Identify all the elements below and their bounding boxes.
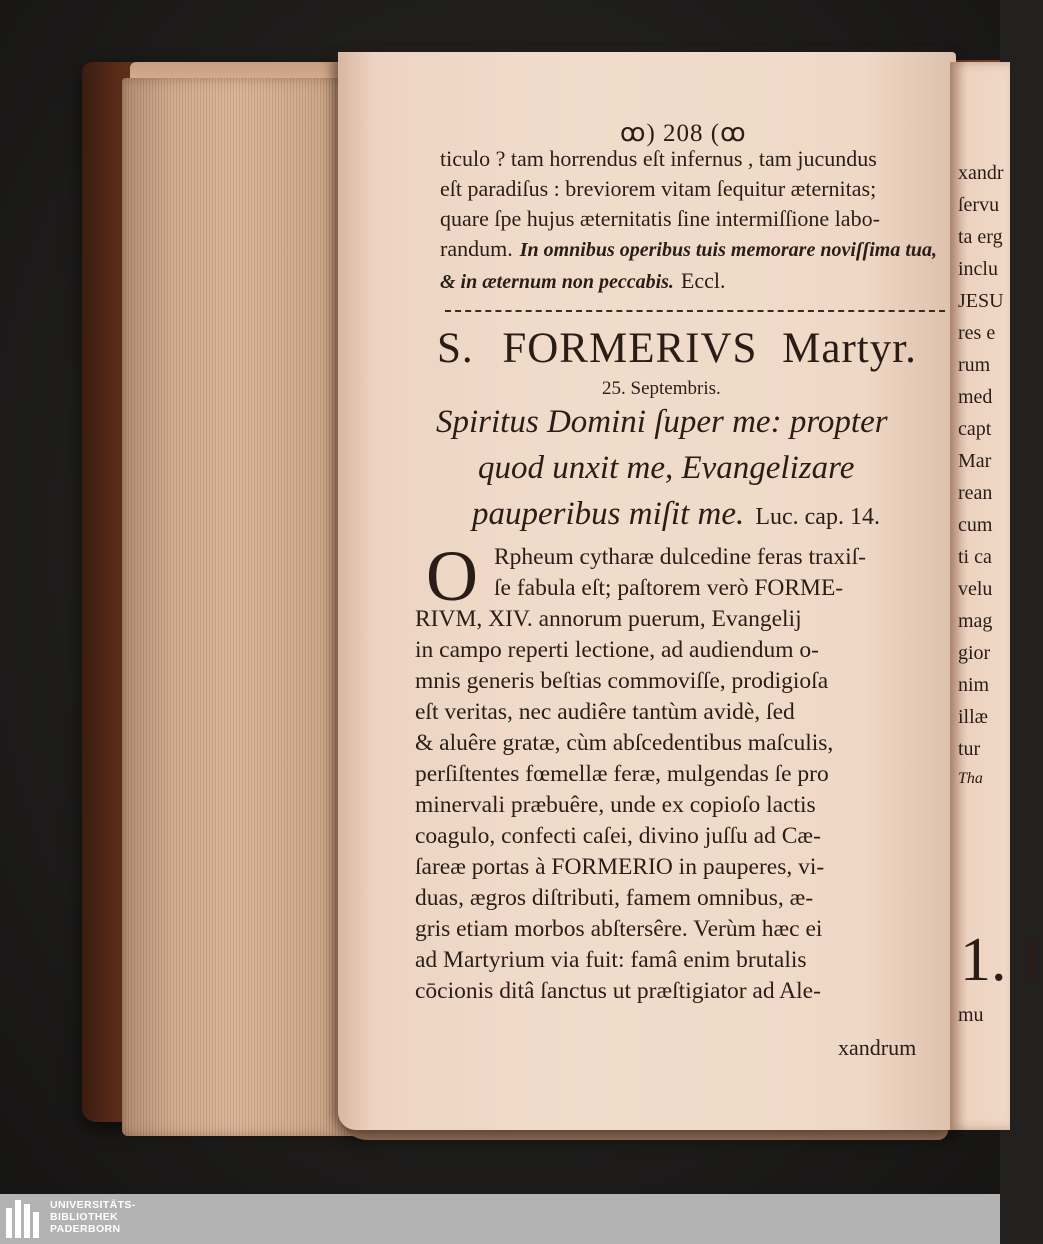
catchword: xandrum [838,1035,917,1060]
library-footer [0,1194,1000,1244]
body-line: duas, ægros diſtributi, famem omnibus, æ- [415,885,814,911]
title-name: FORMERIVS [502,325,758,372]
text-fragment: randum. [440,236,513,261]
library-name-line: UNIVERSITÄTS- [50,1199,136,1211]
fragment: ta erg [958,226,1003,248]
title-s: S. [437,325,474,372]
body-line: perſiſtentes fœmellæ feræ, mulgendas ſe pro [415,761,829,787]
motto-line: Spiritus Domini ſuper me: propter [436,404,888,440]
body-line: ſareæ portas à FORMERIO in pauperes, vi- [415,854,825,880]
body-line: mnis generis beſtias commoviſſe, prodigioſa [415,668,829,694]
fragment: Mar [958,450,992,472]
body-line: RIVM, XIV. annorum puerum, Evangelij [415,606,802,632]
text-line: ticulo ? tam horrendus eſt infernus , tam jucundus [440,146,877,171]
saint-title [437,323,917,373]
body-line: ad Martyrium via fuit: famâ enim brutalis [415,947,807,973]
fragment: cum [958,514,993,536]
motto-line: quod unxit me, Evangelizare [478,450,855,486]
next-page-dropcap: 1. I [960,926,1043,994]
body-line: ſe fabula eſt; paſtorem verò FORME- [494,575,844,601]
fragment: JESU [958,290,1004,312]
title-role: Martyr. [782,325,917,372]
body-line: minervali præbuêre, unde ex copioſo lactis [415,792,816,818]
fragment: velu [958,578,993,600]
fragment: nim [958,674,990,696]
library-name-line: BIBLIOTHEK [50,1211,119,1223]
fragment: ti ca [958,546,992,568]
motto-line [472,496,880,533]
library-name [50,1199,136,1235]
motto-fragment: pauperibus miſit me. [472,496,745,532]
quote-fragment: & in æternum non peccabis. [440,271,674,293]
text-line: quare ſpe hujus æternitatis ſine intermiſſione labo- [440,206,880,231]
fragment: illæ [958,706,989,728]
body-line: Rpheum cytharæ dulcedine feras traxiſ- [494,544,866,570]
fragment: gior [958,642,991,664]
body-line: coagulo, confecti caſei, divino juſſu ad Cæ- [415,823,821,849]
body-line: gris etiam morbos abſtersêre. Verùm hæc ei [415,916,823,942]
feast-date: 25. Septembris. [602,378,721,399]
library-name-line: PADERBORN [50,1223,121,1235]
body-line: eſt veritas, nec audiêre tantùm avidè, ſed [415,699,795,725]
fragment: mu [958,1004,984,1026]
fragment: res e [958,322,996,344]
fragment: ſervu [958,194,1000,216]
fragment: med [958,386,993,408]
reference: Eccl. [680,268,726,293]
drop-capital: O [426,536,478,616]
page-header: ꝏ) 208 (ꝏ [620,120,747,147]
text-line [440,236,937,262]
fragment: capt [958,418,992,440]
fragment: Tha [958,770,983,787]
fragment: xandr [958,162,1004,184]
text-line [440,268,726,294]
motto-reference: Luc. cap. 14. [755,504,880,530]
library-logo-icon [6,1200,44,1238]
body-line: & aluêre gratæ, cùm abſcedentibus maſculis, [415,730,834,756]
divider-rule [445,310,945,312]
quote-fragment: In omnibus operibus tuis memorare noviſſima tua, [519,239,937,261]
body-line: in campo reperti lectione, ad audiendum o- [415,637,819,663]
fragment: mag [958,610,993,632]
body-line: cōcionis ditâ ſanctus ut præſtigiator ad Ale- [415,978,821,1004]
fragment: rean [958,482,993,504]
fragment: inclu [958,258,998,280]
fragment: tur [958,738,981,760]
text-line: eſt paradiſus : breviorem vitam ſequitur æternitas; [440,176,877,201]
page-edges [122,78,372,1136]
fragment: rum [958,354,991,376]
